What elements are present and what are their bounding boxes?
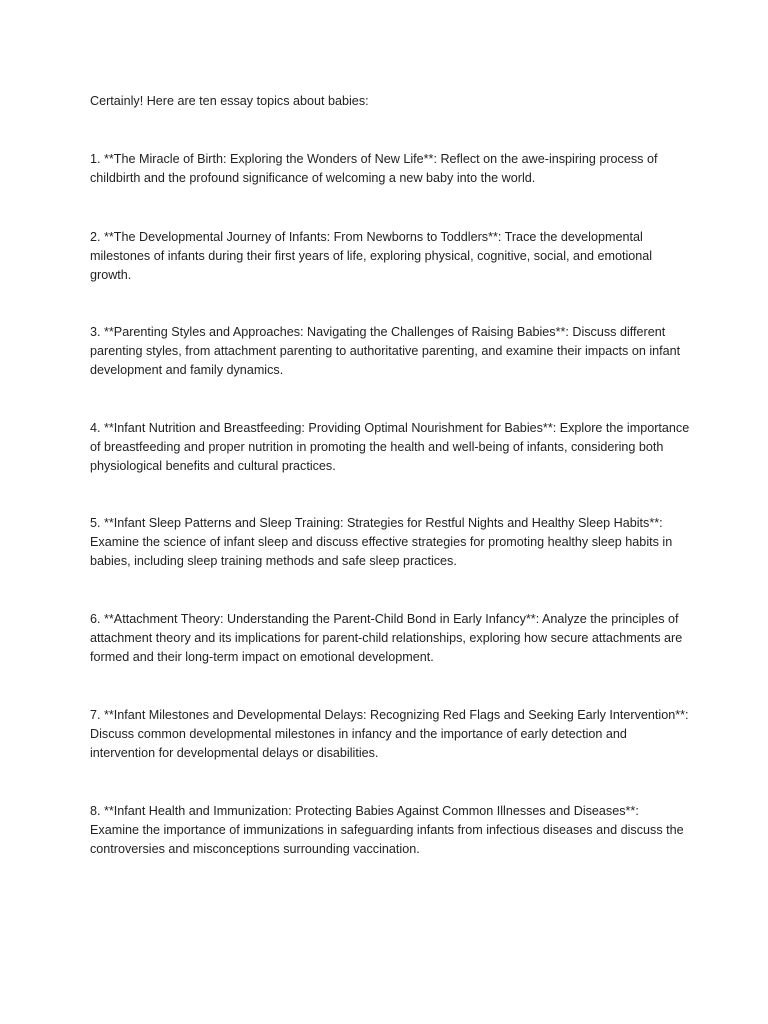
topic-7: 7. **Infant Milestones and Developmental Delays: Recognizing Red Flags and Seeking Early Intervention**: Discuss common developmental milestones in infancy and the importance of early detection and intervention for developmental delays or disabilities. (90, 708, 689, 761)
topic-5: 5. **Infant Sleep Patterns and Sleep Training: Strategies for Restful Nights and Healthy Sleep Habits**: Examine the science of infant sleep and discuss effective strategies for promoting healthy sleep habits in babies, including sleep training methods and safe sleep practices. (90, 516, 673, 569)
topic-2: 2. **The Developmental Journey of Infants: From Newborns to Toddlers**: Trace the developmental milestones of infants during their first years of life, exploring physical, cognitive, social, and emotional growth. (90, 230, 653, 283)
intro-text: Certainly! Here are ten essay topics about babies: (90, 94, 369, 108)
topic-3: 3. **Parenting Styles and Approaches: Navigating the Challenges of Raising Babies**: Discuss different parenting styles, from attachment parenting to authoritative parenting, and examine their impacts on infant development and family dynamics. (90, 325, 681, 378)
topic-1: 1. **The Miracle of Birth: Exploring the Wonders of New Life**: Reflect on the awe-inspiring process of childbirth and the profound significance of welcoming a new baby into the world. (90, 152, 658, 186)
document-page (90, 92, 690, 857)
topic-8: 8. **Infant Health and Immunization: Protecting Babies Against Common Illnesses and Diseases**: Examine the importance of immunizations in safeguarding infants from infectious diseases and discuss the controversies and misconceptions surrounding vaccination. (90, 804, 684, 857)
topic-4: 4. **Infant Nutrition and Breastfeeding: Providing Optimal Nourishment for Babies**: Explore the importance of breastfeeding and proper nutrition in promoting the health and well-being of infants, considering both physiological benefits and cultural practices. (90, 421, 690, 474)
topic-6: 6. **Attachment Theory: Understanding the Parent-Child Bond in Early Infancy**: Analyze the principles of attachment theory and its implications for parent-child relationships, exploring how secure attachments are formed and their long-term impact on emotional development. (90, 612, 683, 665)
